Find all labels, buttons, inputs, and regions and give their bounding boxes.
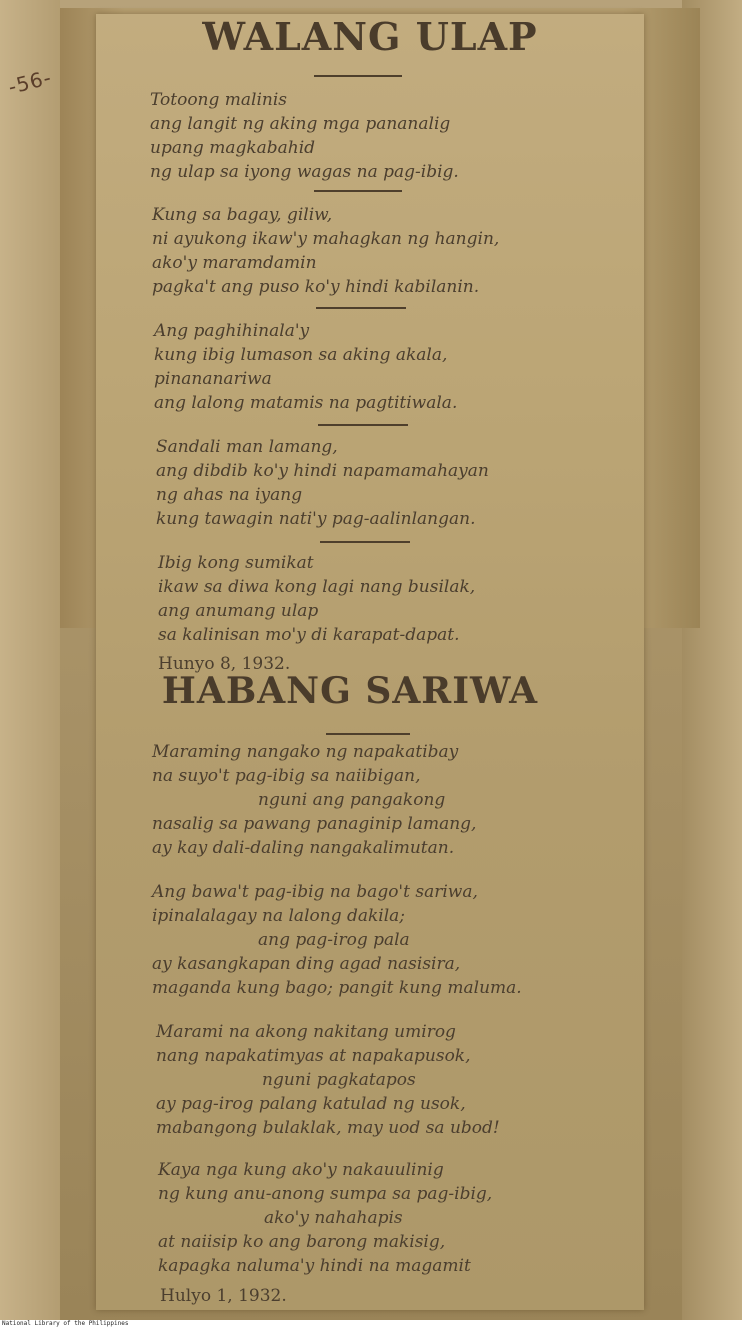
verse-line: upang magkabahid [150, 138, 316, 158]
poem-1-date: Hunyo 8, 1932. [158, 654, 291, 674]
verse-line: ay pag-irog palang katulad ng usok, [156, 1094, 466, 1114]
verse-line: mabangong bulaklak, may uod sa ubod! [156, 1118, 500, 1138]
verse-line: ang pag-irog pala [258, 930, 410, 950]
handwritten-page-number: -56- [5, 65, 55, 99]
verse-line: sa kalinisan mo'y di karapat-dapat. [158, 625, 460, 645]
verse-line: nguni ang pangakong [258, 790, 446, 810]
poem-1-stanza-5 [158, 551, 475, 647]
stanza-rule [320, 541, 410, 543]
verse-line: nang napakatimyas at napakapusok, [156, 1046, 471, 1066]
verse-line: maganda kung bago; pangit kung maluma. [152, 978, 522, 998]
poem-1-stanza-1 [150, 88, 459, 184]
verse-line: nasalig sa pawang panaginip lamang, [152, 814, 477, 834]
poem-2-stanza-1 [152, 740, 476, 860]
poem-2-stanza-4 [158, 1158, 492, 1278]
verse-line: Sandali man lamang, [156, 437, 338, 457]
verse-line: ay kay dali-daling nangakalimutan. [152, 838, 455, 858]
verse-line: ang langit ng aking mga pananalig [150, 114, 451, 134]
verse-line: nguni pagkatapos [262, 1070, 416, 1090]
verse-line: na suyo't pag-ibig sa naiibigan, [152, 766, 421, 786]
title-rule [326, 733, 410, 735]
verse-line: ako'y maramdamin [152, 253, 317, 273]
poem-2-stanza-3 [156, 1020, 500, 1140]
verse-line: ang dibdib ko'y hindi napamamahayan [156, 461, 489, 481]
verse-line: ako'y nahahapis [264, 1208, 403, 1228]
verse-line: kapagka naluma'y hindi na magamit [158, 1256, 471, 1276]
library-credit: National Library of the Philippines [2, 1320, 129, 1327]
verse-line: pinananariwa [154, 369, 272, 389]
verse-line: ipinalalagay na lalong dakila; [152, 906, 406, 926]
poem-1-stanza-4 [156, 435, 489, 531]
poem-1-stanza-3 [154, 319, 457, 415]
verse-line: ikaw sa diwa kong lagi nang busilak, [158, 577, 476, 597]
verse-line: Kung sa bagay, giliw, [152, 205, 333, 225]
stanza-rule [314, 190, 402, 192]
footer-strip [0, 1320, 742, 1328]
verse-line: Marami na akong nakitang umirog [156, 1022, 456, 1042]
stanza-rule [318, 424, 408, 426]
verse-line: at naiisip ko ang barong makisig, [158, 1232, 446, 1252]
poem-1-stanza-2 [152, 203, 499, 299]
verse-line: ay kasangkapan ding agad nasisira, [152, 954, 461, 974]
verse-line: ng ahas na iyang [156, 485, 303, 505]
verse-line: Maraming nangako ng napakatibay [152, 742, 459, 762]
verse-line: pagka't ang puso ko'y hindi kabilanin. [152, 277, 480, 297]
poem-2-stanza-2 [152, 880, 522, 1000]
verse-line: ang lalong matamis na pagtitiwala. [154, 393, 458, 413]
board-left-edge [0, 0, 60, 1320]
verse-line: ng kung anu-anong sumpa sa pag-ibig, [158, 1184, 493, 1204]
poem-2-date: Hulyo 1, 1932. [160, 1286, 287, 1306]
verse-line: kung ibig lumason sa aking akala, [154, 345, 448, 365]
stanza-rule [316, 307, 406, 309]
verse-line: kung tawagin nati'y pag-aalinlangan. [156, 509, 476, 529]
verse-line: Ibig kong sumikat [158, 553, 314, 573]
verse-line: ang anumang ulap [158, 601, 319, 621]
verse-line: Ang paghihinala'y [154, 321, 310, 341]
verse-line: Ang bawa't pag-ibig na bago't sariwa, [152, 882, 478, 902]
verse-line: ni ayukong ikaw'y mahagkan ng hangin, [152, 229, 500, 249]
title-rule [314, 75, 402, 77]
verse-line: ng ulap sa iyong wagas na pag-ibig. [150, 162, 459, 182]
poem-2-title: HABANG SARIWA [161, 670, 539, 712]
poem-1-title: WALANG ULAP [202, 14, 538, 59]
verse-line: Kaya nga kung ako'y nakauulinig [158, 1160, 444, 1180]
verse-line: Totoong malinis [150, 90, 288, 110]
